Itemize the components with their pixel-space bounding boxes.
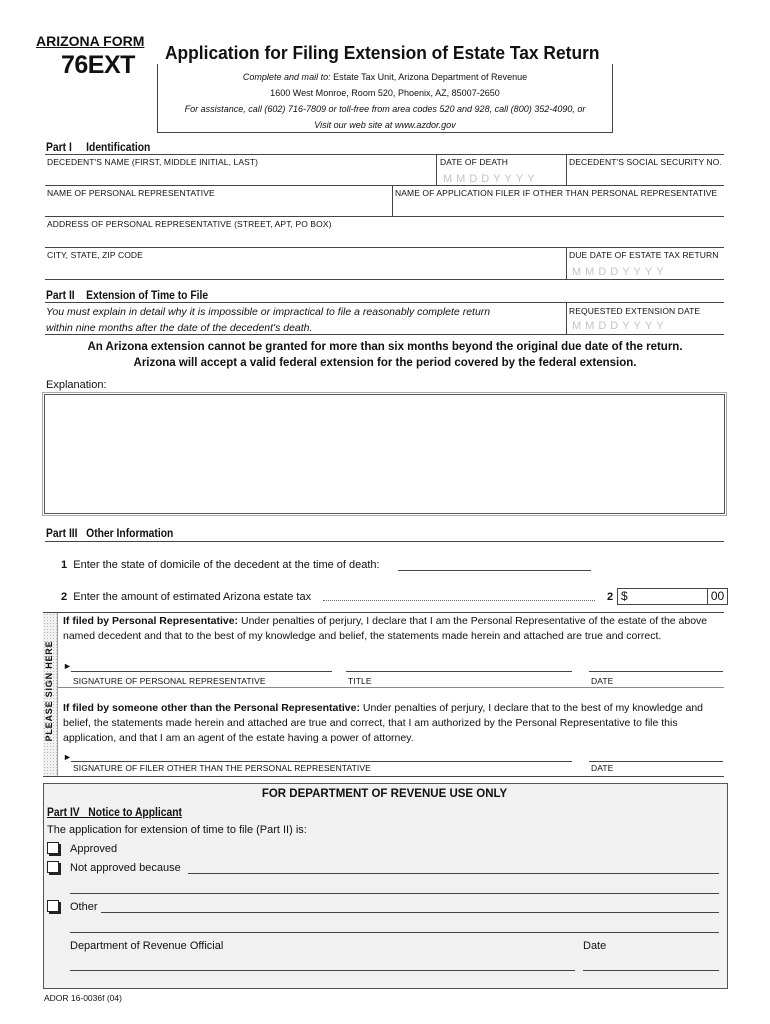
part4-title: Notice to Applicant: [88, 805, 182, 819]
rep-date-field[interactable]: [589, 671, 723, 672]
part1-rule: [45, 154, 724, 155]
requested-date-label: REQUESTED EXTENSION DATE: [569, 306, 701, 316]
part2-number: Part II: [46, 288, 75, 302]
city-field[interactable]: [45, 261, 565, 277]
assist-prefix: For assistance, call: [184, 104, 262, 115]
other-reason-field[interactable]: [101, 912, 719, 913]
part3-number: Part III: [46, 526, 78, 540]
official-date-field[interactable]: [583, 970, 719, 971]
explanation-textarea[interactable]: [44, 394, 725, 514]
web-prefix: Visit our web site at: [314, 120, 393, 131]
rep-signature-label: SIGNATURE OF PERSONAL REPRESENTATIVE: [73, 676, 266, 686]
city-label: CITY, STATE, ZIP CODE: [47, 250, 143, 260]
rep-signature-field[interactable]: [71, 671, 332, 672]
part2-instructions: [46, 304, 490, 336]
mail-prefix: Complete and mail to:: [242, 72, 331, 83]
not-approved-reason-field[interactable]: [188, 873, 719, 874]
state-form-label: ARIZONA FORM: [36, 33, 145, 49]
cents-box: 00: [707, 588, 728, 605]
mail-address: 1600 West Monroe, Room 520, Phoenix, AZ, 85007-2650: [270, 88, 500, 99]
due-date-field[interactable]: MMDDYYYY: [572, 266, 668, 278]
part4-number: Part IV: [47, 805, 80, 819]
part1-number: Part I: [46, 140, 72, 154]
form-number: 76EXT: [61, 51, 135, 79]
approved-checkbox[interactable]: [47, 842, 59, 854]
estate-tax-amount-field[interactable]: [617, 588, 708, 605]
line2-number: 2: [61, 591, 68, 603]
header-box-left: [157, 64, 158, 132]
header-box-right: [612, 64, 613, 132]
mailing-instructions: [169, 70, 600, 134]
part3-heading: [46, 526, 173, 540]
rep-date-label: DATE: [591, 676, 614, 686]
official-signature-field[interactable]: [70, 970, 575, 971]
other-date-label: DATE: [591, 763, 614, 773]
ssn-field[interactable]: [567, 168, 724, 184]
other-reason-line2[interactable]: [70, 932, 719, 933]
other-sign-arrow: ►: [63, 752, 72, 762]
date-of-death-label: DATE OF DEATH: [440, 157, 509, 167]
due-date-label: DUE DATE OF ESTATE TAX RETURN: [569, 250, 719, 260]
not-approved-reason-line2[interactable]: [70, 893, 719, 894]
other-date-field[interactable]: [589, 761, 723, 762]
line2: [61, 591, 311, 603]
line2-box-number: 2: [607, 591, 614, 603]
line1-text: Enter the state of domicile of the decedent at the time of death:: [73, 559, 380, 571]
rep-title-field[interactable]: [346, 671, 572, 672]
part1-heading: [46, 140, 150, 154]
form-title: Application for Filing Extension of Estate Tax Return: [165, 42, 600, 63]
dollar-sign: $: [621, 589, 628, 603]
other-declaration-title: If filed by someone other than the Personal Representative:: [63, 702, 360, 714]
part3-title: Other Information: [86, 526, 174, 540]
filer-name-label: NAME OF APPLICATION FILER IF OTHER THAN PERSONAL REPRESENTATIVE: [395, 188, 718, 198]
not-approved-label: Not approved because: [70, 862, 181, 874]
approved-label: Approved: [70, 843, 118, 855]
part2-instruction-1: You must explain in detail why it is impossible or impractical to file a reasonably complete return: [46, 306, 491, 318]
dept-use-heading: FOR DEPARTMENT OF REVENUE USE ONLY: [261, 788, 508, 800]
line2-text: Enter the amount of estimated Arizona estate tax: [73, 591, 312, 603]
other-signature-label: SIGNATURE OF FILER OTHER THAN THE PERSONAL REPRESENTATIVE: [73, 763, 371, 773]
rep-title-label: TITLE: [348, 676, 372, 686]
form-code: ADOR 16-0036f (04): [44, 993, 122, 1003]
part2-instruction-2: within nine months after the date of the decedent's death.: [46, 322, 313, 334]
filer-name-field[interactable]: [393, 199, 724, 215]
ssn-label: DECEDENT'S SOCIAL SECURITY NO.: [569, 157, 722, 167]
personal-rep-label: NAME OF PERSONAL REPRESENTATIVE: [47, 188, 215, 198]
not-approved-checkbox[interactable]: [47, 861, 59, 873]
personal-rep-field[interactable]: [45, 199, 390, 215]
rep-sign-arrow: ►: [63, 661, 72, 671]
date-of-death-field[interactable]: MMDDYYYY: [443, 173, 539, 185]
please-sign-here: PLEASE SIGN HERE: [44, 640, 54, 742]
other-declaration-text: Under penalties of perjury, I declare that to the best of my knowledge and belief, the statements made herein and attached are true and correct, that I am authorized by the Personal Representative to file this application, and that I am an agent of the estate having a power of attorney.: [63, 702, 703, 744]
official-label: Department of Revenue Official: [70, 940, 224, 952]
notice-line-2: Arizona will accept a valid federal extension for the period covered by the federal extension.: [133, 357, 637, 369]
decedent-name-field[interactable]: [45, 168, 435, 184]
line2-leader-dots: [323, 600, 595, 601]
part2-title: Extension of Time to File: [86, 288, 209, 302]
part1-title: Identification: [86, 140, 151, 154]
explanation-label: Explanation:: [46, 379, 107, 391]
website: www.azdor.gov: [394, 120, 456, 131]
part4-heading: [47, 805, 182, 819]
address-field[interactable]: [45, 230, 724, 246]
rep-declaration: [63, 614, 718, 644]
part2-heading: [46, 288, 208, 302]
rep-declaration-text: Under penalties of perjury, I declare that I am the Personal Representative of the estate of the above named decedent and that to the best of my knowledge and belief, the statements made herein and attached are true and correct.: [63, 615, 708, 642]
domicile-state-field[interactable]: [398, 570, 591, 571]
other-label: Other: [70, 901, 98, 913]
requested-date-field[interactable]: MMDDYYYY: [572, 320, 668, 332]
decedent-name-label: DECEDENT'S NAME (FIRST, MIDDLE INITIAL, LAST): [47, 157, 259, 167]
notice-line-1: An Arizona extension cannot be granted for more than six months beyond the original due date of the return.: [87, 341, 683, 353]
official-date-label: Date: [583, 940, 607, 952]
line1: [61, 559, 380, 571]
line1-number: 1: [61, 559, 68, 571]
address-label: ADDRESS OF PERSONAL REPRESENTATIVE (STREET, APT, PO BOX): [47, 219, 332, 229]
extension-notice: [30, 339, 740, 371]
mail-to: Estate Tax Unit, Arizona Department of Revenue: [333, 72, 528, 83]
assistance-phone: (602) 716-7809 or toll-free from area codes 520 and 928, call (800) 352-4090, or: [264, 104, 586, 115]
other-signature-field[interactable]: [71, 761, 572, 762]
other-declaration: [63, 701, 723, 746]
rep-declaration-title: If filed by Personal Representative:: [63, 615, 239, 627]
part4-intro: The application for extension of time to file (Part II) is:: [47, 824, 307, 836]
other-checkbox[interactable]: [47, 900, 59, 912]
